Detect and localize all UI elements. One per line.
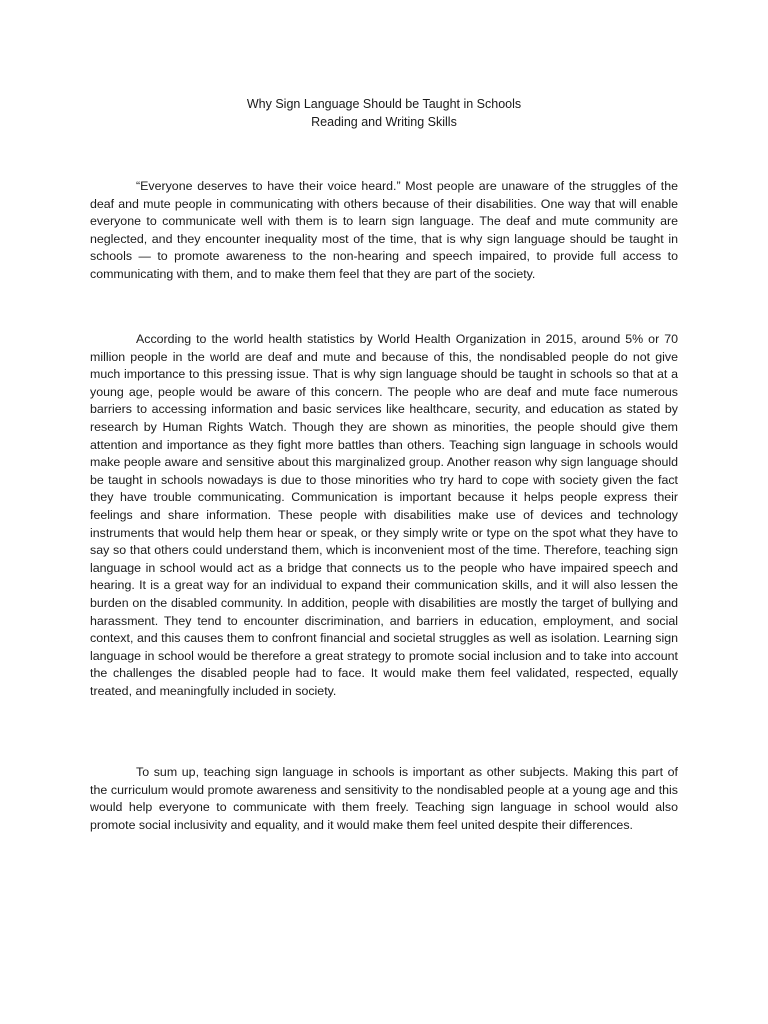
- title-block: [0, 95, 768, 131]
- paragraph-conclusion: To sum up, teaching sign language in schools is important as other subjects. Making this part of the curriculum would promote awareness and sensitivity to the nondisabled people at a young age and this would help everyone to communicate with them freely. Teaching sign language in school would also promote social inclusivity and equality, and it would make them feel united despite their differences.: [90, 765, 678, 832]
- document-subtitle: Reading and Writing Skills: [311, 115, 457, 129]
- paragraph-body: According to the world health statistics by World Health Organization in 2015, around 5% or 70 million people in the world are deaf and mute and because of this, the nondisabled people do not give much importance to this pressing issue. That is why sign language should be taught in schools so that at a young age, people would be aware of this concern. The people who are deaf and mute face numerous barriers to accessing information and basic services like healthcare, security, and education as stated by research by Human Rights Watch. Though they are shown as minorities, the people should give them attention and importance as they fight more battles than others. Teaching sign language in schools would make people aware and sensitive about this marginalized group. Another reason why sign language should be taught in schools nowadays is due to those minorities who try hard to cope with society given the fact they have trouble communicating. Communication is important because it helps people express their feelings and share information. These people with disabilities make use of devices and technology instruments that would help them hear or speak, or they simply write or type on the spot what they have to say so that others could understand them, which is inconvenient most of the time. Therefore, teaching sign language in school would act as a bridge that connects us to the people who have impaired speech and hearing. It is a great way for an individual to expand their communication skills, and it will also lessen the burden on the disabled community. In addition, people with disabilities are mostly the target of bullying and harassment. They tend to encounter discrimination, and barriers in education, employment, and social context, and this causes them to confront financial and societal struggles as well as isolation. Learning sign language in school would be therefore a great strategy to promote social inclusion and to take into account the challenges the disabled people had to face. It would make them feel validated, respected, equally treated, and meaningfully included in society.: [90, 332, 678, 698]
- paragraph-intro: “Everyone deserves to have their voice heard.” Most people are unaware of the struggles of the deaf and mute people in communicating with others because of their disabilities. One way that will enable everyone to communicate well with them is to learn sign language. The deaf and mute community are neglected, and they encounter inequality most of the time, that is why sign language should be taught in schools — to promote awareness to the non-hearing and speech impaired, to provide full access to communicating with them, and to make them feel that they are part of the society.: [90, 179, 678, 281]
- document-title: Why Sign Language Should be Taught in Schools: [246, 97, 522, 111]
